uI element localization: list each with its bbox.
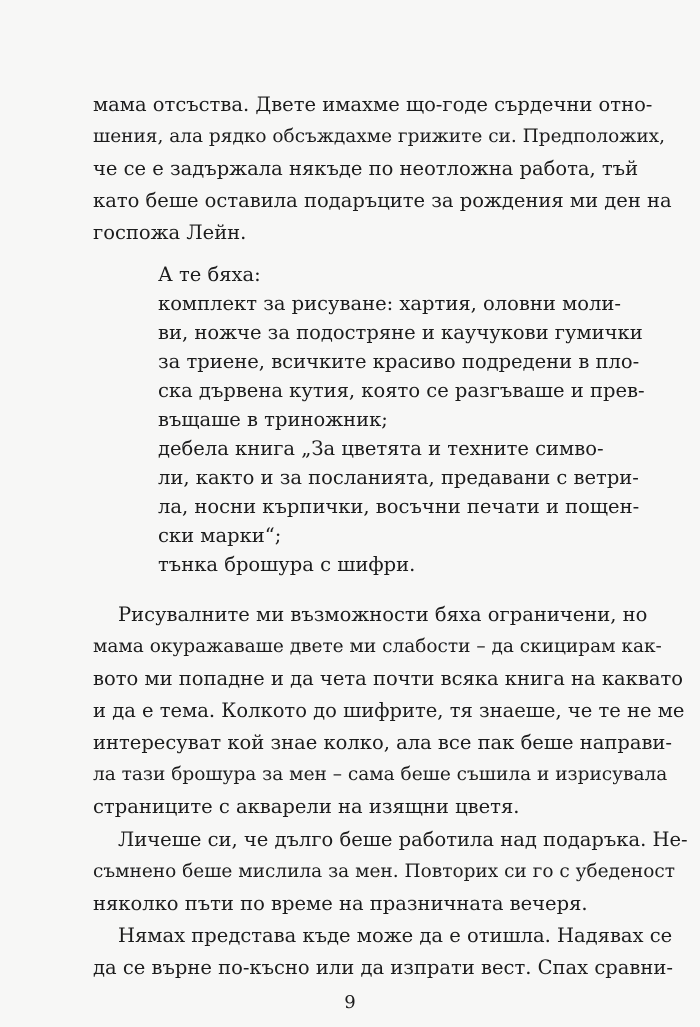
text-line: страниците с акварели на изящни цветя. [93, 795, 520, 818]
text-line: съмнено беше мислила за мен. Повторих си го с убеденост [93, 861, 675, 882]
text-line: и да е тема. Колкото до шифрите, тя знаеше, че те не ме [93, 699, 685, 722]
text-line: вото ми попадне и да чета почти всяка книга на каквато [93, 667, 683, 690]
text-line: мама окуражаваше двете ми слабости – да скицирам как- [93, 636, 662, 657]
text-line: ла, носни кърпички, восъчни печати и пощен- [158, 495, 640, 518]
page-number: 9 [344, 992, 356, 1013]
text-line: госпожа Лейн. [93, 221, 247, 244]
text-line: шения, ала рядко обсъждахме грижите си. Предположих, [93, 126, 665, 147]
text-line: дебела книга „За цветята и техните симво- [158, 437, 604, 460]
text-line: тънка брошура с шифри. [158, 553, 416, 576]
text-line: Личеше си, че дълго беше работила над подаръка. Не- [118, 828, 688, 851]
text-line: въщаше в триножник; [158, 408, 388, 431]
text-line: ски марки“; [158, 524, 282, 547]
text-line: Рисувалните ми възможности бяха ограничени, но [118, 603, 648, 626]
text-line: ли, както и за посланията, предавани с ветри- [158, 466, 639, 489]
text-line: мама отсъства. Двете имахме що-годе сърдечни отно- [93, 93, 653, 116]
list-intro: А те бяха: [158, 263, 261, 286]
text-line: за триене, всичките красиво подредени в пло- [158, 350, 640, 373]
text-line: комплект за рисуване: хартия, оловни моли- [158, 292, 621, 315]
text-line: няколко пъти по време на празничната вечеря. [93, 892, 588, 915]
text-line: Нямах представа къде може да е отишла. Надявах се [118, 924, 673, 947]
text-line: ви, ножче за подостряне и каучукови гумички [158, 321, 643, 344]
text-line: ска дървена кутия, която се разгъваше и прев- [158, 379, 645, 402]
text-line: че се е задържала някъде по неотложна работа, тъй [93, 157, 639, 180]
text-line: като беше оставила подаръците за рождения ми ден на [93, 189, 672, 212]
text-line: да се върне по-късно или да изпрати вест. Спах сравни- [93, 956, 673, 979]
text-line: интересуват кой знае колко, ала все пак беше направи- [93, 731, 673, 754]
text-line: ла тази брошура за мен – сама беше съшила и изрисувала [93, 764, 668, 785]
